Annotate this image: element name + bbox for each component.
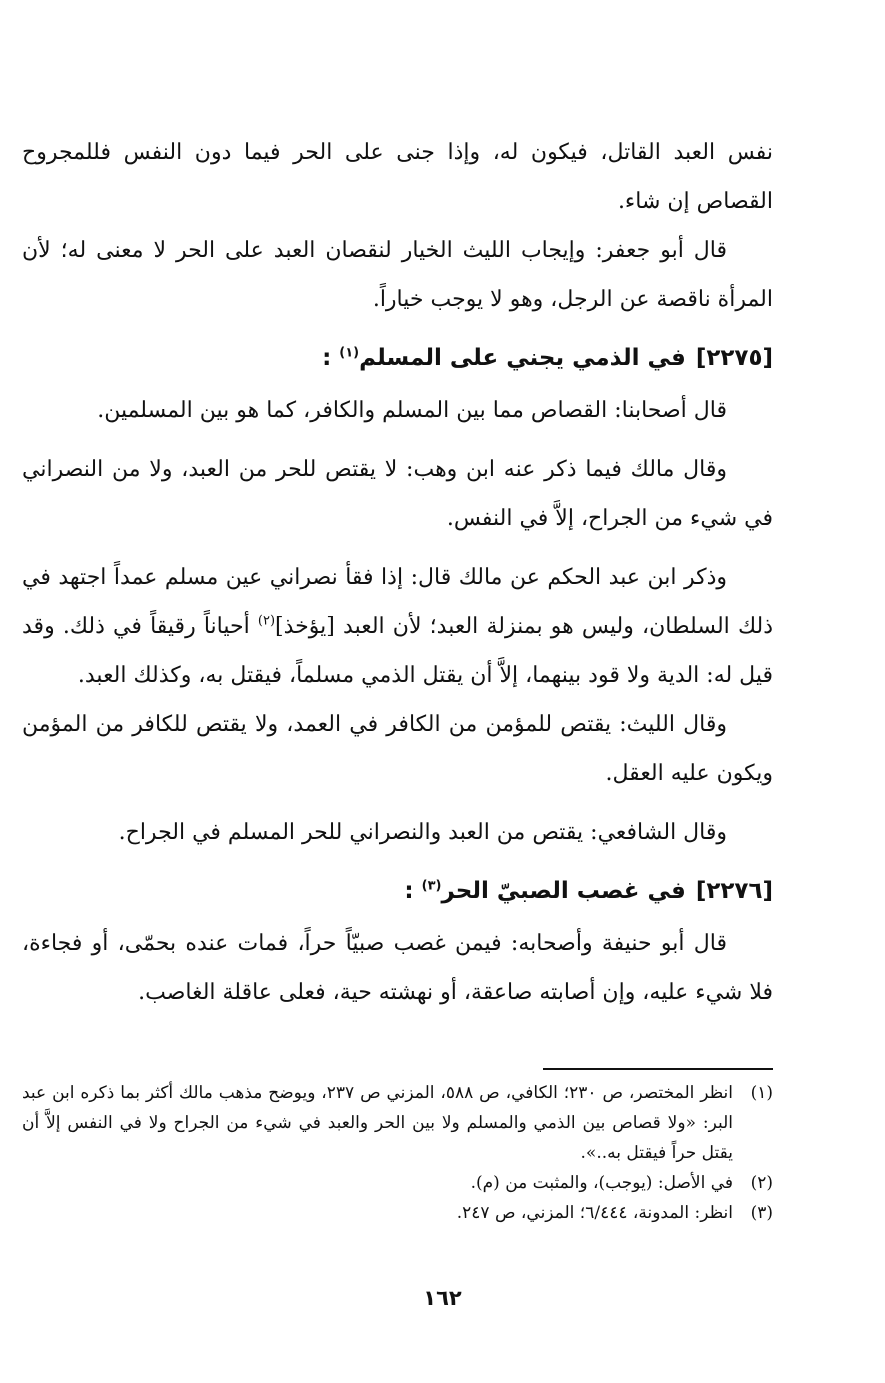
section-heading-2276 — [22, 871, 773, 911]
page-number: ١٦٢ — [423, 1286, 462, 1310]
footnote-text: في الأصل: (يوجب)، والمثبت من (م). — [470, 1173, 733, 1193]
heading-colon: : — [404, 878, 414, 904]
paragraph-1: نفس العبد القاتل، فيكون له، وإذا جنى على الحر فيما دون النفس فللمجروح القصاص إن شاء. — [22, 140, 773, 214]
footnote-divider — [543, 1068, 773, 1070]
paragraph-7: وقال الشافعي: يقتص من العبد والنصراني للحر المسلم في الجراح. — [118, 820, 727, 845]
footnote-text: انظر المختصر، ص ٢٣٠؛ الكافي، ص ٥٨٨، المزني ص ٢٣٧، ويوضح مذهب مالك أكثر بما ذكره ابن عبد البر: «ولا قصاص بين الذمي والمسلم ولا بين الحر والعبد في شيء من الجراح ولا في النفس إلاَّ أن يقتل حراً فيقتل به..». — [22, 1083, 734, 1163]
footnote-number: (٣) — [750, 1203, 773, 1223]
section-title: في الذمي يجني على المسلم — [359, 345, 686, 371]
footnote-ref-1: (١) — [339, 345, 360, 361]
paragraph-5-part-2: أحياناً رقيقاً في ذلك. وقد قيل له: الدية ولا قود بينهما، إلاَّ أن يقتل الذمي مسلماً، فيقتل به، وكذلك العبد. — [22, 614, 773, 688]
paragraph-8: قال أبو حنيفة وأصحابه: فيمن غصب صبيّاً حراً، فمات عنده بحمّى، أو فجاءة، فلا شيء عليه، وإن أصابته صاعقة، أو نهشته حية، فعلى عاقلة الغاصب. — [22, 931, 773, 1005]
main-text — [22, 128, 773, 1017]
footnote-1 — [22, 1078, 773, 1168]
paragraph-5-part-1: وذكر ابن عبد الحكم عن مالك قال: إذا فقأ نصراني عين مسلم عمداً اجتهد في ذلك السلطان، وليس هو بمنزلة العبد؛ لأن العبد [يؤخذ] — [22, 565, 773, 639]
footnotes — [22, 1078, 773, 1228]
paragraph-5 — [22, 553, 773, 700]
footnote-2 — [22, 1168, 773, 1198]
paragraph-6: وقال الليث: يقتص للمؤمن من الكافر في العمد، ولا يقتص للكافر من المؤمن ويكون عليه العقل. — [22, 712, 773, 786]
footnote-3 — [22, 1198, 773, 1228]
section-number: [٢٢٧٦] — [695, 878, 773, 904]
footnote-ref-2: (٢) — [257, 613, 276, 629]
paragraph-4: وقال مالك فيما ذكر عنه ابن وهب: لا يقتص للحر من العبد، ولا من النصراني في شيء من الجراح، إلاَّ في النفس. — [22, 457, 773, 531]
footnote-number: (٢) — [750, 1173, 773, 1193]
paragraph-3: قال أصحابنا: القصاص مما بين المسلم والكافر، كما هو بين المسلمين. — [97, 398, 727, 423]
footnote-ref-3: (٣) — [421, 878, 442, 894]
section-heading-2275 — [22, 338, 773, 378]
footnote-number: (١) — [750, 1083, 773, 1103]
section-number: [٢٢٧٥] — [695, 345, 773, 371]
paragraph-2: قال أبو جعفر: وإيجاب الليث الخيار لنقصان العبد على الحر لا معنى له؛ لأن المرأة ناقصة عن الرجل، وهو لا يوجب خياراً. — [22, 238, 773, 312]
section-title: في غصب الصبيّ الحر — [441, 878, 686, 904]
heading-colon: : — [322, 345, 332, 371]
footnote-text: انظر: المدونة، ٦/٤٤٤؛ المزني، ص ٢٤٧. — [456, 1203, 733, 1223]
